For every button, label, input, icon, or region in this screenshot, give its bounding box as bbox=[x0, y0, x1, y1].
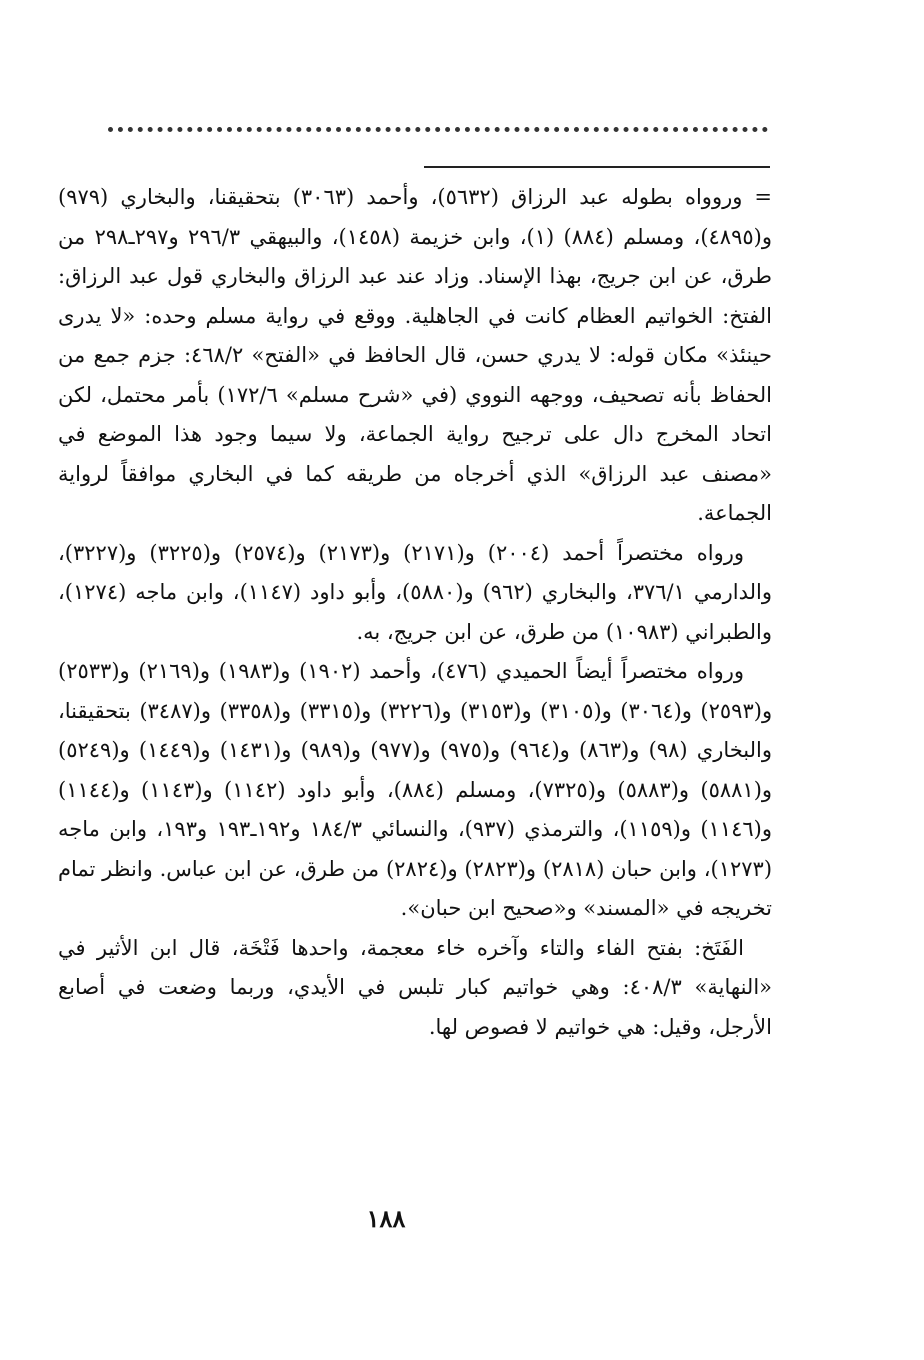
footnote-paragraph-1 bbox=[58, 178, 772, 534]
footnote-paragraph-4: الفَتَخ: بفتح الفاء والتاء وآخره خاء معجمة، واحدها فَتْخَة، قال ابن الأثير في «النهاية» ٤٠٨/٣: وهي خواتيم كبار تلبس في الأيدي، وربما وضعت في أصابع الأرجل، وقيل: هي خواتيم لا فصوص لها. bbox=[58, 935, 773, 1039]
footnote-paragraph-2: ورواه مختصراً أحمد (٢٠٠٤) و(٢١٧١) و(٢١٧٣) و(٢٥٧٤) و(٣٢٢٥) و(٣٢٢٧)، والدارمي ٣٧٦/١، والبخاري (٩٦٢) و(٥٨٨٠)، وأبو داود (١١٤٧)، وابن ماجه (١٢٧٤)، والطبراني (١٠٩٨٣) من طرق، عن ابن جريج، به. bbox=[58, 540, 772, 644]
footnotes-block bbox=[58, 178, 772, 1047]
footnote-text-1: وروواه بطوله عبد الرزاق (٥٦٣٢)، وأحمد (٣٠٦٣) بتحقيقنا، والبخاري (٩٧٩) و(٤٨٩٥)، ومسلم (٨٨٤) (١)، وابن خزيمة (١٤٥٨)، والبيهقي ٢٩٦/٣ و٢٩٧ـ٢٩٨ من طرق، عن ابن جريج، بهذا الإسناد. وزاد عند عبد الرزاق والبخاري قول عبد الرزاق: الفتخ: الخواتيم العظام كانت في الجاهلية. ووقع في رواية مسلم وحده: «لا يدرى حينئذ» مكان قوله: لا يدري حسن، قال الحافظ في «الفتح» ٤٦٨/٢: جزم جمع من الحفاظ بأنه تصحيف، ووجهه النووي (في «شرح مسلم» ١٧٢/٦) بأمر محتمل، لكن اتحاد المخرج دال على ترجيح رواية الجماعة، ولا سيما وجود هذا الموضع في «مصنف عبد الرزاق» الذي أخرجاه من طريقه كما في البخاري موافقاً لرواية الجماعة. bbox=[58, 185, 772, 525]
footnote-separator bbox=[424, 166, 770, 168]
dotted-separator bbox=[108, 118, 768, 132]
continuation-mark: = bbox=[754, 185, 772, 209]
page-number: ١٨٨ bbox=[366, 1204, 406, 1233]
footnote-paragraph-3: ورواه مختصراً أيضاً الحميدي (٤٧٦)، وأحمد (١٩٠٢) و(١٩٨٣) و(٢١٦٩) و(٢٥٣٣) و(٢٥٩٣) و(٣٠٦٤) و(٣١٠٥) و(٣١٥٣) و(٣٢٢٦) و(٣٣١٥) و(٣٣٥٨) و(٣٤٨٧) بتحقيقنا، والبخاري (٩٨) و(٨٦٣) و(٩٦٤) و(٩٧٥) و(٩٧٧) و(٩٨٩) و(١٤٣١) و(١٤٤٩) و(٥٢٤٩) و(٥٨٨١) و(٥٨٨٣) و(٧٣٢٥)، ومسلم (٨٨٤)، وأبو داود (١١٤٢) و(١١٤٣) و(١١٤٤) و(١١٤٦) و(١١٥٩)، والترمذي (٩٣٧)، والنسائي ١٨٤/٣ و١٩٢ـ١٩٣ و١٩٣، وابن ماجه (١٢٧٣)، وابن حبان (٢٨١٨) و(٢٨٢٣) و(٢٨٢٤) من طرق، عن ابن عباس. وانظر تمام تخريجه في «المسند» و«صحيح ابن حبان». bbox=[58, 659, 773, 920]
